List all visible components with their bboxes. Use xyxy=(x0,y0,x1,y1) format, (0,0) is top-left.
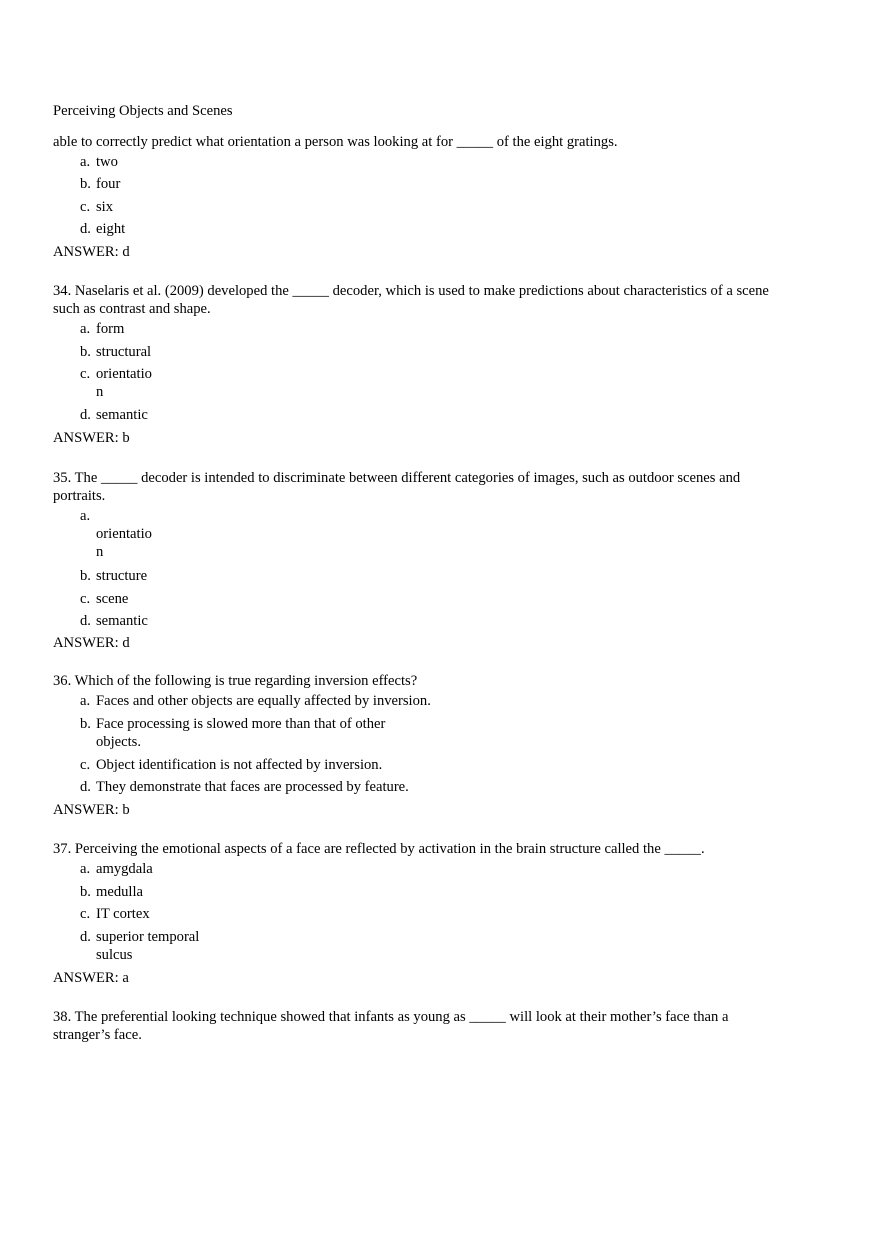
option-a: a. form xyxy=(80,321,125,337)
question-34 xyxy=(53,282,838,446)
option-d: d. superior temporal sulcus xyxy=(80,929,200,963)
question-35 xyxy=(53,469,838,651)
option-a: a. two xyxy=(80,154,118,170)
option-c: c. IT cortex xyxy=(80,906,150,922)
question-stem-line-2: such as contrast and shape. xyxy=(53,301,211,317)
question-stem-line-1: 35. The _____ decoder is intended to discriminate between different categories of images, such as outdoor scenes and xyxy=(53,470,741,486)
option-a: a. orientatio n xyxy=(80,508,152,560)
option-d: d. semantic xyxy=(80,407,148,423)
question-37 xyxy=(53,840,838,986)
question-stem-line-2: stranger’s face. xyxy=(53,1027,142,1043)
question-stem-line-1: 38. The preferential looking technique showed that infants as young as _____ will look at their mother’s face than a xyxy=(53,1009,729,1025)
question-36 xyxy=(53,672,838,818)
question-stem: 37. Perceiving the emotional aspects of a face are reflected by activation in the brain structure called the _____. xyxy=(53,841,705,857)
option-b: b. structure xyxy=(80,568,148,584)
option-a: a. Faces and other objects are equally affected by inversion. xyxy=(80,693,431,709)
answer-line: ANSWER: d xyxy=(53,244,130,260)
question-stem-line-1: 34. Naselaris et al. (2009) developed the _____ decoder, which is used to make predictions about characteristics of a scene xyxy=(53,283,769,299)
option-c: c. six xyxy=(80,199,114,215)
option-d: d. They demonstrate that faces are processed by feature. xyxy=(80,779,409,795)
option-c: c. orientatio n xyxy=(80,366,152,400)
page-header: Perceiving Objects and Scenes xyxy=(53,103,233,119)
option-b: b. four xyxy=(80,176,121,192)
question-stem: 36. Which of the following is true regarding inversion effects? xyxy=(53,673,418,689)
option-b: b. structural xyxy=(80,344,152,360)
question-stem: able to correctly predict what orientation a person was looking at for _____ of the eight gratings. xyxy=(53,134,618,150)
option-c: c. scene xyxy=(80,591,129,607)
option-b: b. medulla xyxy=(80,884,144,900)
question-33 xyxy=(53,133,838,260)
option-d: d. eight xyxy=(80,221,126,237)
answer-line: ANSWER: a xyxy=(53,970,129,986)
option-a: a. amygdala xyxy=(80,861,153,877)
question-stem-line-2: portraits. xyxy=(53,488,106,504)
question-38 xyxy=(53,1008,838,1044)
option-d: d. semantic xyxy=(80,613,148,629)
answer-line: ANSWER: b xyxy=(53,430,130,446)
answer-line: ANSWER: b xyxy=(53,802,130,818)
answer-line: ANSWER: d xyxy=(53,635,130,651)
option-c: c. Object identification is not affected by inversion. xyxy=(80,757,383,773)
option-b: b. Face processing is slowed more than that of other objects. xyxy=(80,716,386,750)
